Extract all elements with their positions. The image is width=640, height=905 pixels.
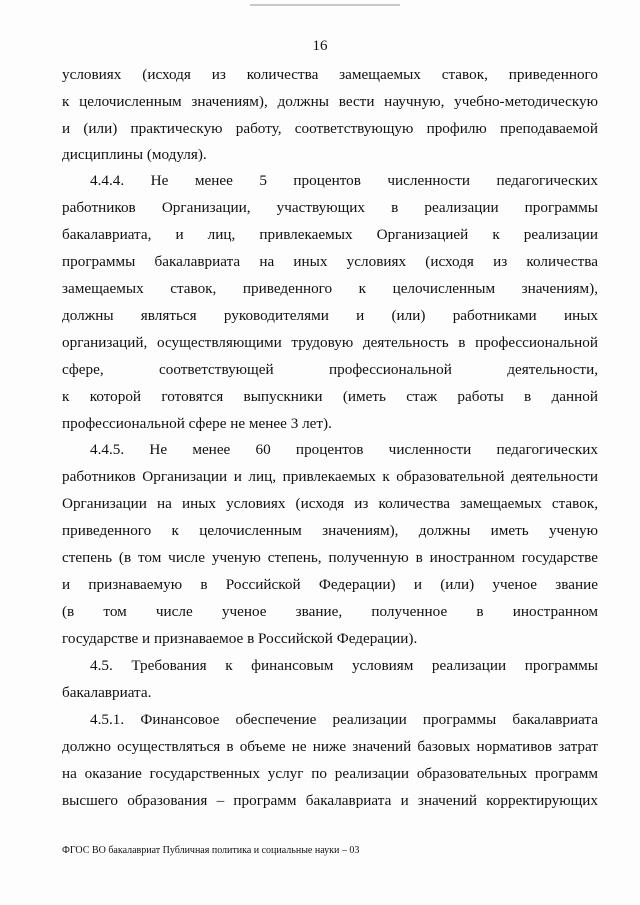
text-line: сфере, соответствующей профессиональной деятельности, <box>62 361 598 378</box>
text-line: 4.4.4. Не менее 5 процентов численности педагогических <box>90 172 598 189</box>
text-line: бакалавриата, и лиц, привлекаемых Организацией к реализации <box>62 226 598 243</box>
page-number: 16 <box>312 38 328 54</box>
text-line: должно осуществляться в объеме не ниже значений базовых нормативов затрат <box>62 738 598 755</box>
text-line: к которой готовятся выпускники (иметь стаж работы в данной <box>62 388 598 405</box>
text-line: и (или) практическую работу, соответствующую профилю преподаваемой <box>62 120 598 137</box>
text-line: 4.5. Требования к финансовым условиям реализации программы <box>90 657 598 674</box>
text-line: высшего образования – программ бакалавриата и значений корректирующих <box>62 792 598 809</box>
text-line: должны являться руководителями и (или) работниками иных <box>62 307 598 324</box>
scan-edge-mark <box>250 4 400 6</box>
page-footer: ФГОС ВО бакалавриат Публичная политика и социальные науки – 03 <box>62 845 360 856</box>
text-line: замещаемых ставок, приведенного к целочисленным значениям), <box>62 280 598 297</box>
text-line: бакалавриата. <box>62 684 152 701</box>
text-line: приведенного к целочисленным значениям), должны иметь ученую <box>62 522 598 539</box>
text-line: условиях (исходя из количества замещаемых ставок, приведенного <box>62 66 598 83</box>
text-line: степень (в том числе ученую степень, полученную в иностранном государстве <box>62 549 598 566</box>
text-line: работников Организации и лиц, привлекаемых к образовательной деятельности <box>62 468 598 485</box>
text-line: и признаваемую в Российской Федерации) и (или) ученое звание <box>62 576 598 593</box>
text-line: к целочисленным значениям), должны вести научную, учебно-методическую <box>62 93 598 110</box>
text-line: работников Организации, участвующих в реализации программы <box>62 199 598 216</box>
text-line: организаций, осуществляющими трудовую деятельность в профессиональной <box>62 334 598 351</box>
text-line: программы бакалавриата на иных условиях (исходя из количества <box>62 253 598 270</box>
text-line: (в том числе ученое звание, полученное в иностранном <box>62 603 598 620</box>
text-line: на оказание государственных услуг по реализации образовательных программ <box>62 765 598 782</box>
text-line: 4.5.1. Финансовое обеспечение реализации программы бакалавриата <box>90 711 598 728</box>
text-line: 4.4.5. Не менее 60 процентов численности педагогических <box>90 441 598 458</box>
text-line: Организации на иных условиях (исходя из количества замещаемых ставок, <box>62 495 598 512</box>
text-line: дисциплины (модуля). <box>62 146 207 163</box>
text-line: государстве и признаваемое в Российской Федерации). <box>62 630 418 647</box>
text-line: профессиональной сфере не менее 3 лет). <box>62 415 332 432</box>
